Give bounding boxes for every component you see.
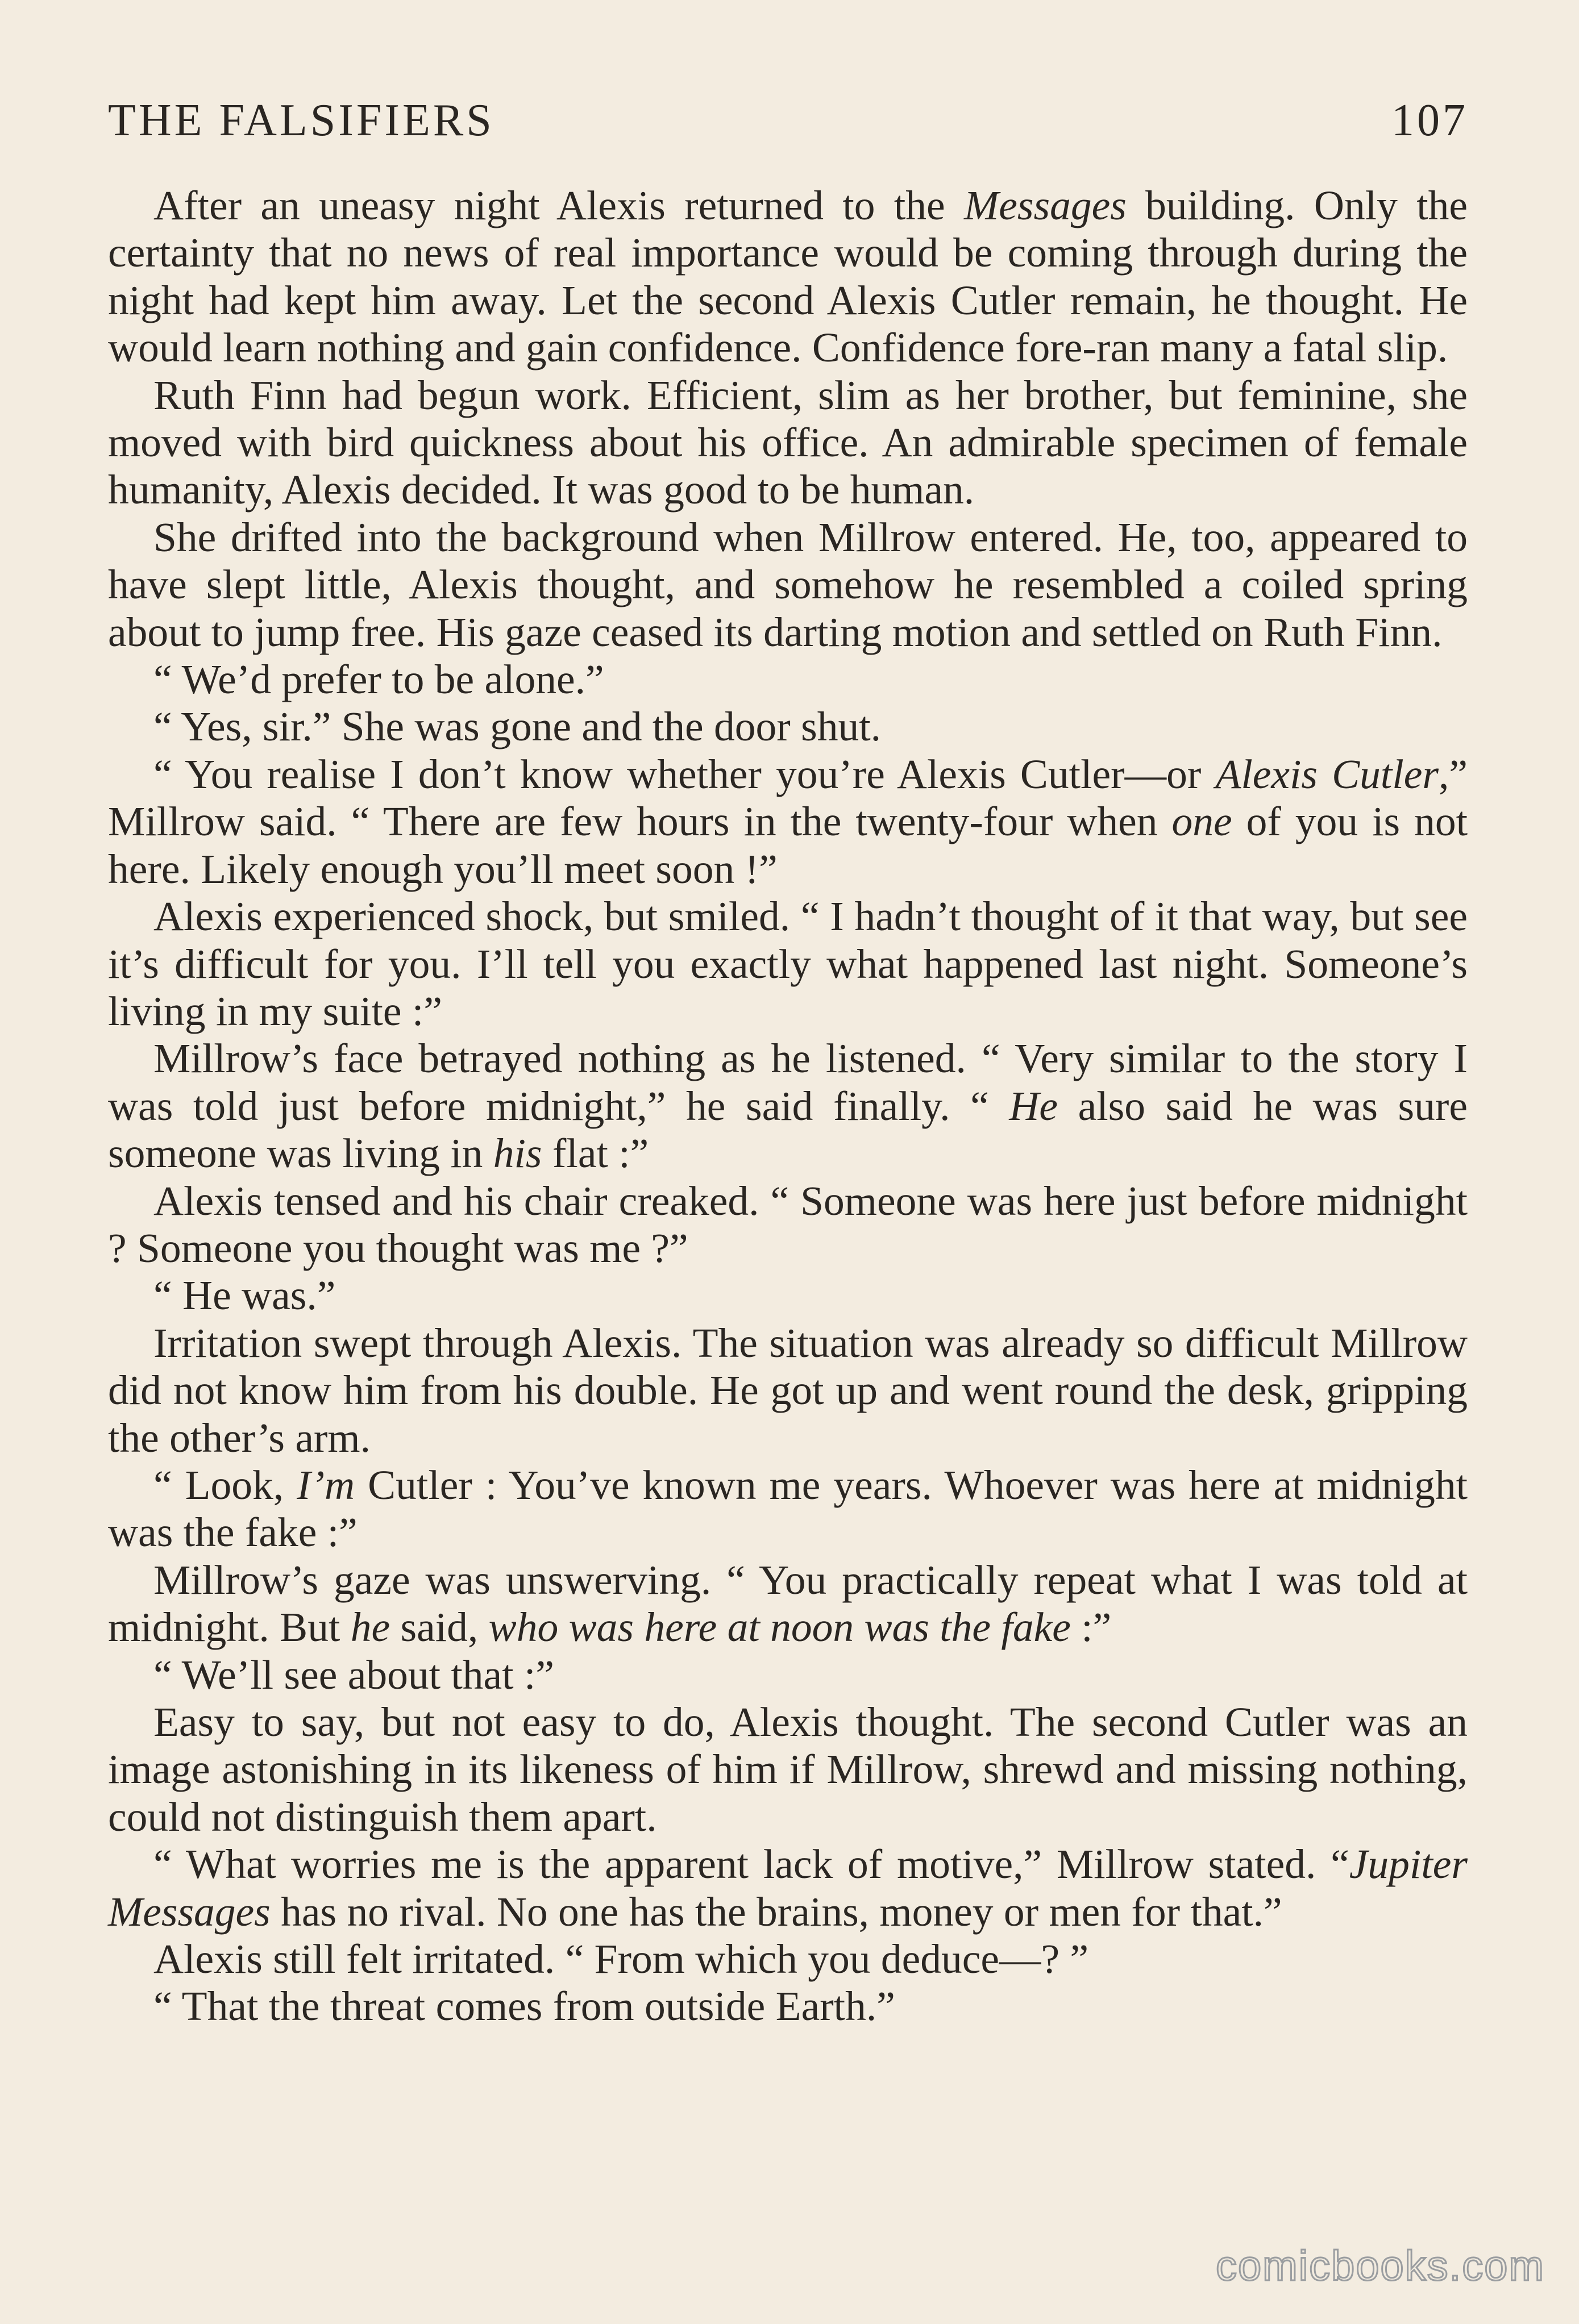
paragraph	[108, 1461, 1468, 1556]
text-run: of you is not here. Likely enough you’ll meet soon !”	[108, 798, 1468, 892]
text-run: Alexis experienced shock, but smiled. “ I hadn’t thought of it that way, but see it’s difficult for you. I’ll tell you exactly what happened last night. Someone’s living in my suite :”	[108, 893, 1468, 1034]
text-run: “ That the threat comes from outside Earth.”	[153, 1983, 895, 2030]
text-run: Cutler : You’ve known me years. Whoever was here at midnight was the fake :”	[108, 1461, 1468, 1556]
body-text	[108, 182, 1468, 2030]
text-run: Irritation swept through Alexis. The situation was already so difficult Millrow did not know him from his double. He got up and went round the desk, gripping the other’s arm.	[108, 1319, 1468, 1461]
page-number: 107	[1391, 95, 1468, 145]
text-run: Alexis tensed and his chair creaked. “ Someone was here just before midnight ? Someone you thought was me ?”	[108, 1177, 1468, 1271]
text-run: ,” Millrow said. “ There are few hours in the twenty-four when	[108, 751, 1468, 845]
paragraph	[108, 1319, 1468, 1461]
text-run: “ Look,	[153, 1461, 297, 1508]
italic-text: he	[350, 1604, 390, 1651]
italic-text: Jupiter Messages	[108, 1841, 1468, 1935]
text-run: Millrow’s gaze was unswerving. “ You practically repeat what I was told at midnight. But	[108, 1556, 1468, 1651]
italic-text: one	[1171, 798, 1232, 845]
text-run: Alexis still felt irritated. “ From which you deduce—? ”	[153, 1936, 1089, 1983]
text-run: “ We’ll see about that :”	[153, 1651, 554, 1698]
text-run: building. Only the certainty that no news of real importance would be coming through during the night had kept him away. Let the second Alexis Cutler remain, he thought. He would learn nothing and gain confidence. Confidence fore-ran many a fatal slip.	[108, 182, 1468, 371]
paragraph	[108, 893, 1468, 1035]
italic-text: who was here at noon was the fake	[488, 1604, 1071, 1651]
text-run: “ What worries me is the apparent lack of motive,” Millrow stated. “	[153, 1841, 1349, 1888]
text-run: Millrow’s face betrayed nothing as he listened. “ Very similar to the story I was told just before midnight,” he said finally. “	[108, 1035, 1468, 1129]
running-header	[108, 95, 1468, 145]
italic-text: I’m	[297, 1461, 355, 1508]
paragraph	[108, 656, 1468, 703]
paragraph	[108, 1935, 1468, 1983]
paragraph	[108, 1698, 1468, 1840]
italic-text: Alexis Cutler	[1215, 751, 1439, 797]
text-run: flat :”	[542, 1130, 649, 1177]
paragraph	[108, 703, 1468, 750]
paragraph	[108, 1651, 1468, 1698]
italic-text: his	[493, 1130, 542, 1177]
watermark: comicbooks.com	[1215, 2242, 1545, 2289]
paragraph	[108, 1272, 1468, 1319]
paragraph	[108, 182, 1468, 372]
paragraph	[108, 372, 1468, 514]
text-run: Ruth Finn had begun work. Efficient, slim as her brother, but feminine, she moved with bird quickness about his office. An admirable specimen of female humanity, Alexis decided. It was good to be human.	[108, 372, 1468, 513]
text-run: said,	[390, 1604, 489, 1651]
text-run: :”	[1070, 1604, 1112, 1651]
text-run: has no rival. No one has the brains, money or men for that.”	[270, 1888, 1282, 1935]
paragraph	[108, 1983, 1468, 2030]
italic-text: Messages	[964, 182, 1127, 228]
paragraph	[108, 1840, 1468, 1935]
text-run: “ Yes, sir.” She was gone and the door shut.	[153, 703, 882, 750]
paragraph	[108, 1177, 1468, 1272]
paragraph	[108, 1556, 1468, 1651]
paragraph	[108, 514, 1468, 656]
text-run: “ We’d prefer to be alone.”	[153, 656, 604, 703]
text-run: After an uneasy night Alexis returned to the	[153, 182, 965, 228]
text-run: “ You realise I don’t know whether you’re Alexis Cutler—or	[153, 751, 1216, 797]
running-title: THE FALSIFIERS	[108, 95, 495, 145]
paragraph	[108, 751, 1468, 893]
text-run: “ He was.”	[153, 1272, 336, 1319]
paragraph	[108, 1035, 1468, 1177]
text-run: also said he was sure someone was living in	[108, 1082, 1468, 1177]
text-run: Easy to say, but not easy to do, Alexis thought. The second Cutler was an image astonishing in its likeness of him if Millrow, shrewd and missing nothing, could not distinguish them apart.	[108, 1699, 1468, 1840]
italic-text: He	[1009, 1082, 1058, 1129]
text-run: She drifted into the background when Millrow entered. He, too, appeared to have slept little, Alexis thought, and somehow he resembled a coiled spring about to jump free. His gaze ceased its darting motion and settled on Ruth Finn.	[108, 514, 1468, 655]
